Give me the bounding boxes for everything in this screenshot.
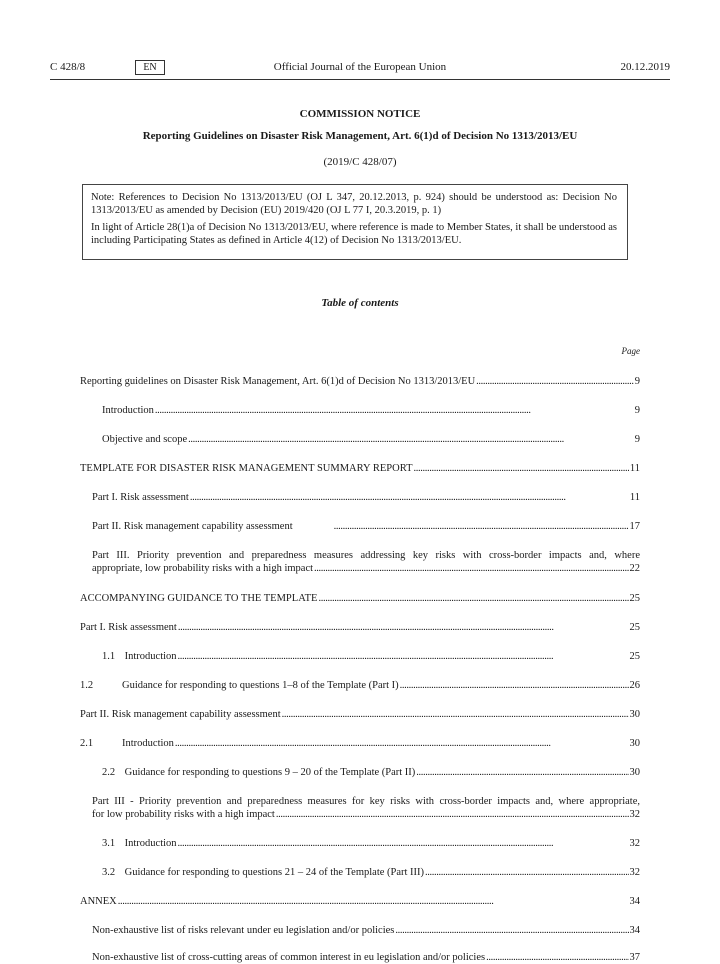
toc-entry-page: 26 <box>629 680 640 691</box>
toc-entry[interactable] <box>102 650 640 663</box>
toc-leader <box>190 491 629 504</box>
toc-entry-text: Guidance for responding to questions 1–8 of the Template (Part I) <box>122 680 399 691</box>
publication-date: 20.12.2019 <box>620 61 670 73</box>
toc-entry-number: 2.2 <box>102 767 116 778</box>
note-paragraph-2: In light of Article 28(1)a of Decision No 1313/2013/EU, where reference is made to Member States, it shall be understood as including Participating States as defined in Article 4(12) of Decision No 1313/2013/EU. <box>91 222 617 246</box>
language-badge: EN <box>135 60 165 75</box>
toc-leader <box>476 375 634 388</box>
toc-entry-text: Reporting guidelines on Disaster Risk Management, Art. 6(1)d of Decision No 1313/2013/EU <box>80 376 476 387</box>
toc-leader <box>155 404 634 417</box>
toc-leader <box>486 951 628 964</box>
toc-entry-text: Part I. Risk assessment <box>92 492 189 503</box>
toc-leader <box>416 766 628 779</box>
toc-entry[interactable] <box>80 375 640 388</box>
toc-entry-page: 9 <box>634 434 640 445</box>
toc-leader <box>282 708 629 721</box>
toc-entry-page: 32 <box>629 867 640 878</box>
toc-entry-page: 17 <box>629 521 640 532</box>
toc-entry-number: 3.1 <box>102 838 116 849</box>
toc-entry-text: Guidance for responding to questions 9 – 20 of the Template (Part II) <box>124 767 416 778</box>
toc-leader <box>395 924 628 937</box>
toc-entry-page: 30 <box>629 738 640 749</box>
toc-page-label: Page <box>621 346 640 356</box>
toc-leader <box>118 895 629 908</box>
toc-entry[interactable] <box>92 951 640 964</box>
toc-entry-text-line-1: Part III - Priority prevention and preparedness measures for key risks with cross-border impacts and, where appropriate, <box>92 796 640 807</box>
toc-entry-page: 22 <box>629 563 640 574</box>
toc-entry-page: 25 <box>629 622 640 633</box>
toc-entry-page: 30 <box>629 767 640 778</box>
toc-entry-text: Introduction <box>102 405 154 416</box>
toc-entry-text: Objective and scope <box>102 434 188 445</box>
toc-leader <box>188 433 634 446</box>
toc-entry[interactable] <box>102 766 640 779</box>
toc-entry-text: Guidance for responding to questions 21 – 24 of the Template (Part III) <box>124 867 425 878</box>
toc-entry-text-line-1: Part III. Priority prevention and preparedness measures addressing key risks with cross-border impacts and, where <box>92 550 640 561</box>
toc-entry[interactable] <box>80 621 640 634</box>
toc-leader <box>414 462 629 475</box>
toc-entry-text-line-2: appropriate, low probability risks with a high impact <box>92 563 314 574</box>
toc-entry[interactable] <box>80 679 640 692</box>
toc-leader <box>400 679 629 692</box>
toc-entry[interactable] <box>102 433 640 446</box>
header-divider <box>50 79 670 80</box>
toc-entry-text: Non-exhaustive list of cross-cutting areas of common interest in eu legislation and/or policies <box>92 952 486 963</box>
toc-leader <box>314 562 628 575</box>
toc-entry-text: Introduction <box>122 738 174 749</box>
toc-entry-number: 1.2 <box>80 680 94 691</box>
toc-entry[interactable] <box>92 491 640 504</box>
toc-entry-text: ACCOMPANYING GUIDANCE TO THE TEMPLATE <box>80 593 318 604</box>
toc-entry[interactable] <box>80 462 640 475</box>
toc-entry-page: 25 <box>629 593 640 604</box>
toc-entry-page: 34 <box>629 896 640 907</box>
toc-entry[interactable] <box>80 737 640 750</box>
toc-entry-text: TEMPLATE FOR DISASTER RISK MANAGEMENT SUMMARY REPORT <box>80 463 413 474</box>
page-reference: C 428/8 <box>50 61 86 73</box>
toc-entry-text: Introduction <box>124 651 177 662</box>
toc-entry[interactable] <box>80 708 640 721</box>
toc-entry-page: 32 <box>629 838 640 849</box>
notice-title: COMMISSION NOTICE <box>299 108 421 120</box>
page-header <box>50 61 670 77</box>
toc-entry-text: Non-exhaustive list of risks relevant under eu legislation and/or policies <box>92 925 395 936</box>
document-subtitle: Reporting Guidelines on Disaster Risk Management, Art. 6(1)d of Decision No 1313/2013/EU <box>142 130 578 142</box>
toc-title: Table of contents <box>321 297 399 309</box>
toc-entry-text-line-2: for low probability risks with a high impact <box>92 809 275 820</box>
toc-entry-page: 9 <box>634 405 640 416</box>
toc-entry[interactable] <box>92 795 640 821</box>
toc-entry-number: 1.1 <box>102 651 116 662</box>
toc-entry-page: 25 <box>629 651 640 662</box>
toc-entry-number: 3.2 <box>102 867 116 878</box>
toc-entry-page: 11 <box>629 492 640 503</box>
note-box <box>82 184 628 260</box>
journal-name: Official Journal of the European Union <box>273 61 447 73</box>
toc-entry-page: 11 <box>629 463 640 474</box>
toc-leader <box>334 520 629 533</box>
note-paragraph-1: Note: References to Decision No 1313/2013/EU (OJ L 347, 20.12.2013, p. 924) should be understood as: Decision No 1313/2013/EU as amended by Decision (EU) 2019/420 (OJ L 77 I, 20.3.2019, p. 1) <box>91 192 617 216</box>
toc-leader <box>178 621 629 634</box>
toc-leader <box>318 592 628 605</box>
toc-leader <box>175 737 629 750</box>
toc-entry[interactable] <box>102 404 640 417</box>
toc-entry[interactable] <box>92 520 640 533</box>
toc-leader <box>276 808 629 821</box>
toc-entry-number: 2.1 <box>80 738 94 749</box>
toc-entry[interactable] <box>102 866 640 879</box>
toc-entry-text: Part II. Risk management capability assessment <box>80 709 281 720</box>
toc-entry[interactable] <box>92 924 640 937</box>
toc-leader <box>178 650 629 663</box>
toc-entry-page: 32 <box>629 809 640 820</box>
toc-entry-text: Introduction <box>124 838 177 849</box>
toc-entry-page: 37 <box>629 952 640 963</box>
toc-entry[interactable] <box>80 895 640 908</box>
toc-entry[interactable] <box>92 549 640 575</box>
toc-entry-text: Part I. Risk assessment <box>80 622 177 633</box>
toc-entry[interactable] <box>102 837 640 850</box>
toc-leader <box>178 837 629 850</box>
toc-entry-text: Part II. Risk management capability assessment <box>92 521 293 532</box>
toc-leader <box>425 866 628 879</box>
toc-entry-page: 34 <box>629 925 640 936</box>
toc-entry[interactable] <box>80 592 640 605</box>
toc-entry-text: ANNEX <box>80 896 117 907</box>
toc-entry-page: 9 <box>634 376 640 387</box>
document-reference: (2019/C 428/07) <box>323 156 397 168</box>
toc-entry-page: 30 <box>629 709 640 720</box>
